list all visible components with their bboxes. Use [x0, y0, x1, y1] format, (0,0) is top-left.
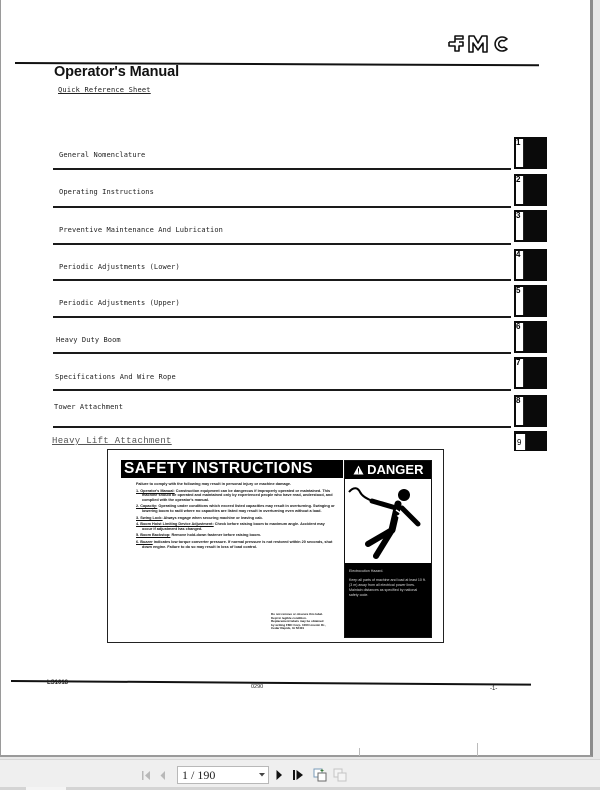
section-tab[interactable] [514, 321, 547, 353]
toc-item-label[interactable]: Heavy Lift Attachment [52, 436, 172, 446]
fit-width-button[interactable] [333, 768, 347, 782]
section-tab[interactable] [514, 174, 547, 206]
last-page-button[interactable] [292, 768, 304, 782]
section-tab[interactable] [514, 431, 547, 451]
section-tab-number: 8 [516, 396, 521, 405]
document-date-code: 0290 [251, 684, 264, 690]
section-tab-number: 4 [516, 250, 521, 259]
section-tab-number: 7 [516, 358, 521, 367]
sticker-footnote: Do not remove or obscure this label. Kept in legible condition. Replacement labels may be obtained by writing FMC Corp. 1000 Lincoln Dr., Cedar Rapids, IA 52401 [271, 612, 326, 631]
page-dropdown-button[interactable] [258, 771, 266, 779]
section-tab[interactable] [514, 137, 547, 169]
fit-page-icon [313, 768, 327, 782]
section-tab-number: 3 [516, 211, 521, 220]
warning-triangle-icon [353, 465, 364, 475]
safety-instructions-sticker [107, 449, 444, 643]
page-number: -1- [490, 686, 498, 692]
section-tab[interactable] [514, 357, 547, 389]
first-page-icon [141, 770, 152, 781]
scan-artifact [477, 743, 478, 756]
previous-page-icon [159, 770, 167, 781]
safety-item: 5. Boom Backstop: Remove hold-down fastener before raising boom. [136, 533, 261, 538]
fit-width-icon [333, 768, 347, 782]
safety-item: 4. Boom Hoist Limiting Device Adjustment: Check before raising boom to maximum angle. Accident may occur if adjustment has changed. [136, 522, 325, 531]
page-number-input[interactable] [182, 767, 252, 783]
document-code: LS1018 [47, 680, 69, 686]
first-page-button[interactable] [140, 768, 152, 782]
toc-item-label[interactable]: Operating Instructions [59, 188, 154, 196]
toc-item-label[interactable]: Preventive Maintenance And Lubrication [59, 226, 223, 234]
section-tab-number: 5 [516, 286, 521, 295]
fmc-logo [447, 34, 519, 54]
next-page-icon [275, 769, 283, 781]
toc-divider [53, 206, 511, 208]
toc-item-label[interactable]: Heavy Duty Boom [56, 336, 121, 344]
toc-divider [53, 316, 511, 318]
document-subtitle: Quick Reference Sheet [58, 86, 151, 94]
safety-item: 6. Buzzer indicates low torque converter pressure. If normal pressure is not restored within 20 seconds, shut down engine. Failure to do so may result in loss of load control. [136, 539, 333, 549]
safety-intro: Failure to comply with the following may result in personal injury or machine damage. [136, 482, 292, 486]
last-page-icon [292, 769, 304, 781]
chevron-down-icon [259, 773, 265, 777]
section-tab-number: 2 [516, 175, 521, 184]
safety-item: 2. Capacity: Operating under conditions which exceed listed capacities may result in overturning. Swinging or lowering boom to radii where no capacities are listed may result in overturning even without a load. [136, 504, 335, 513]
toc-item-label[interactable]: Periodic Adjustments (Upper) [59, 299, 180, 307]
section-tab[interactable] [514, 285, 547, 317]
safety-instructions-text [136, 482, 336, 551]
toc-divider [53, 168, 511, 170]
section-tab[interactable] [514, 210, 547, 242]
danger-panel [344, 460, 432, 638]
toc-item-label[interactable]: General Nomenclature [59, 151, 146, 159]
fmc-logo-icon [447, 34, 519, 54]
toc-item-label[interactable]: Tower Attachment [54, 403, 124, 411]
danger-text: Electrocution Hazard. Keep all parts of machine and load at least 10 ft. (3 m) away from all electrical power lines. Maintain distances as specified by national safety code. [345, 563, 431, 637]
section-tab-number: 9 [517, 438, 522, 447]
document-title: Operator's Manual [54, 64, 180, 80]
electrocution-hazard-icon [346, 480, 430, 562]
next-page-button[interactable] [274, 768, 284, 782]
toc-divider [53, 243, 511, 245]
toc-divider [53, 426, 511, 428]
previous-page-button[interactable] [158, 768, 168, 782]
danger-banner: DANGER [345, 461, 431, 479]
scan-artifact [359, 748, 360, 756]
section-tab-number: 1 [516, 138, 521, 147]
toc-item-label[interactable]: Periodic Adjustments (Lower) [59, 263, 180, 271]
toc-divider [53, 352, 511, 354]
toc-divider [53, 279, 511, 281]
footer-rule [11, 680, 531, 685]
section-tab-number: 6 [516, 322, 521, 331]
section-tab[interactable] [514, 395, 547, 427]
toc-item-label[interactable]: Specifications And Wire Rope [55, 373, 176, 381]
page-number-field[interactable] [177, 766, 269, 784]
section-tab[interactable] [514, 249, 547, 281]
toc-divider [53, 389, 511, 391]
safety-item: 3. Swing Lock: Always engage when securing machine or leaving cab. [136, 515, 263, 520]
safety-item: 1. Operator's Manual: Construction equipment can be dangerous if improperly operated or maintained. This machine should be operated and maintained only by experienced people who have read, understood, and complied with the operator's manual. [136, 488, 333, 502]
page-navigation-toolbar [0, 759, 600, 790]
safety-title: SAFETY INSTRUCTIONS [121, 460, 343, 478]
fit-page-button[interactable] [313, 768, 327, 782]
